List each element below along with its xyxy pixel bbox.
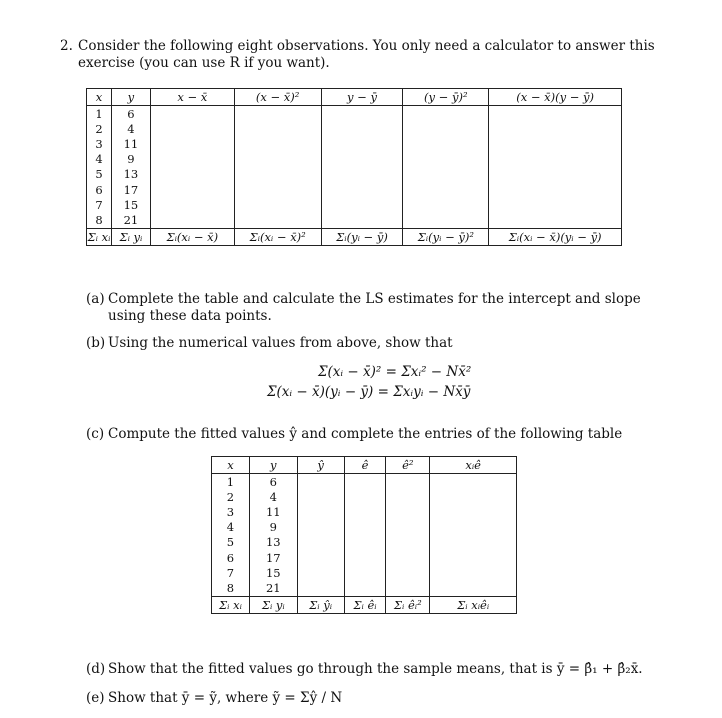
part-c-label: (c)	[86, 426, 105, 442]
cell-y: 15	[111, 197, 150, 212]
sum-cell: Σᵢ(xᵢ − x̄)	[150, 228, 234, 245]
cell-y: 15	[249, 565, 297, 580]
cell-y: 11	[111, 136, 150, 151]
sum-cell: Σᵢ xᵢ	[212, 596, 250, 613]
sum-cell: Σᵢ(xᵢ − x̄)(yᵢ − ȳ)	[489, 228, 622, 245]
part-b-label: (b)	[86, 335, 106, 351]
col-header-y: y	[111, 89, 150, 106]
blank-cell	[234, 106, 321, 229]
cell-y: 6	[111, 106, 150, 122]
cell-y: 21	[111, 212, 150, 228]
blank-cell	[403, 106, 489, 229]
blank-cell	[344, 474, 386, 597]
col-header-y-dev-sq: (y − ȳ)²	[403, 89, 489, 106]
cell-y: 11	[249, 504, 297, 519]
blank-cell	[489, 106, 622, 229]
col-header-residual: ê	[344, 457, 386, 474]
sum-cell: Σᵢ xᵢêᵢ	[430, 596, 517, 613]
question-number: 2.	[60, 38, 73, 54]
part-a-label: (a)	[86, 291, 105, 307]
sum-cell: Σᵢ êᵢ	[344, 596, 386, 613]
blank-cell	[386, 474, 430, 597]
cell-x: 1	[212, 474, 250, 490]
sum-cell: Σᵢ xᵢ	[87, 229, 111, 244]
cell-x: 5	[87, 167, 112, 182]
cell-y: 6	[249, 474, 297, 490]
col-header-cross-product: (x − x̄)(y − ȳ)	[489, 89, 622, 106]
part-a-text: Complete the table and calculate the LS estimates for the intercept and slope using these data points.	[108, 291, 641, 324]
part-b-text: Using the numerical values from above, show that	[108, 335, 453, 351]
observations-table	[86, 88, 622, 246]
cell-x: 1	[87, 106, 112, 122]
col-header-x: x	[87, 89, 112, 106]
cell-y: 9	[249, 520, 297, 535]
cell-x: 2	[87, 121, 112, 136]
cell-y: 9	[111, 152, 150, 167]
part-d-label: (d)	[86, 661, 106, 677]
question-text: Consider the following eight observations. You only need a calculator to answer this exercise (you can use R if you want).	[78, 38, 655, 71]
blank-cell	[297, 474, 344, 597]
cell-y: 17	[249, 550, 297, 565]
cell-x: 8	[212, 580, 250, 596]
part-e-text: Show that ȳ = ỹ, where ỹ = Σŷ / N	[108, 690, 343, 706]
cell-x: 8	[87, 212, 112, 228]
cell-y: 17	[111, 182, 150, 197]
col-header-y-dev: y − ȳ	[321, 89, 403, 106]
cell-x: 7	[212, 565, 250, 580]
cell-x: 4	[212, 520, 250, 535]
sum-cell: Σᵢ(yᵢ − ȳ)	[321, 228, 403, 245]
cell-y: 13	[249, 535, 297, 550]
part-d-text: Show that the fitted values go through the sample means, that is ȳ = β̂₁ + β̂₂x̄.	[108, 661, 643, 677]
blank-cell	[150, 106, 234, 229]
col-header-x: x	[212, 457, 250, 474]
col-header-x-dev-sq: (x − x̄)²	[234, 89, 321, 106]
col-header-x-residual: xᵢê	[430, 457, 517, 474]
cell-y: 4	[111, 121, 150, 136]
part-c-text: Compute the fitted values ŷ and complete the entries of the following table	[108, 426, 623, 442]
part-e-label: (e)	[86, 690, 105, 706]
sum-cell: Σᵢ yᵢ	[111, 228, 150, 245]
cell-x: 7	[87, 197, 112, 212]
col-header-y: y	[249, 457, 297, 474]
col-header-x-dev: x − x̄	[150, 89, 234, 106]
cell-y: 13	[111, 167, 150, 182]
fitted-values-table	[211, 456, 517, 614]
blank-cell	[321, 106, 403, 229]
col-header-residual-sq: ê²	[386, 457, 430, 474]
sum-cell: Σᵢ(yᵢ − ȳ)²	[403, 228, 489, 245]
equation-2: Σ(xᵢ − x̄)(yᵢ − ȳ) = Σxᵢyᵢ − Nx̄ȳ	[267, 384, 471, 400]
cell-x: 4	[87, 152, 112, 167]
cell-x: 2	[212, 489, 250, 504]
cell-x: 5	[212, 535, 250, 550]
cell-y: 21	[249, 580, 297, 596]
col-header-y-hat: ŷ	[297, 457, 344, 474]
cell-x: 3	[87, 136, 112, 151]
equation-1: Σ(xᵢ − x̄)² = Σxᵢ² − Nx̄²	[318, 364, 472, 380]
sum-cell: Σᵢ yᵢ	[249, 596, 297, 613]
blank-cell	[430, 474, 517, 597]
cell-x: 6	[212, 550, 250, 565]
cell-y: 4	[249, 489, 297, 504]
sum-cell: Σᵢ êᵢ²	[386, 596, 430, 613]
cell-x: 3	[212, 504, 250, 519]
cell-x: 6	[87, 182, 112, 197]
sum-cell: Σᵢ ŷᵢ	[297, 596, 344, 613]
sum-cell: Σᵢ(xᵢ − x̄)²	[234, 228, 321, 245]
